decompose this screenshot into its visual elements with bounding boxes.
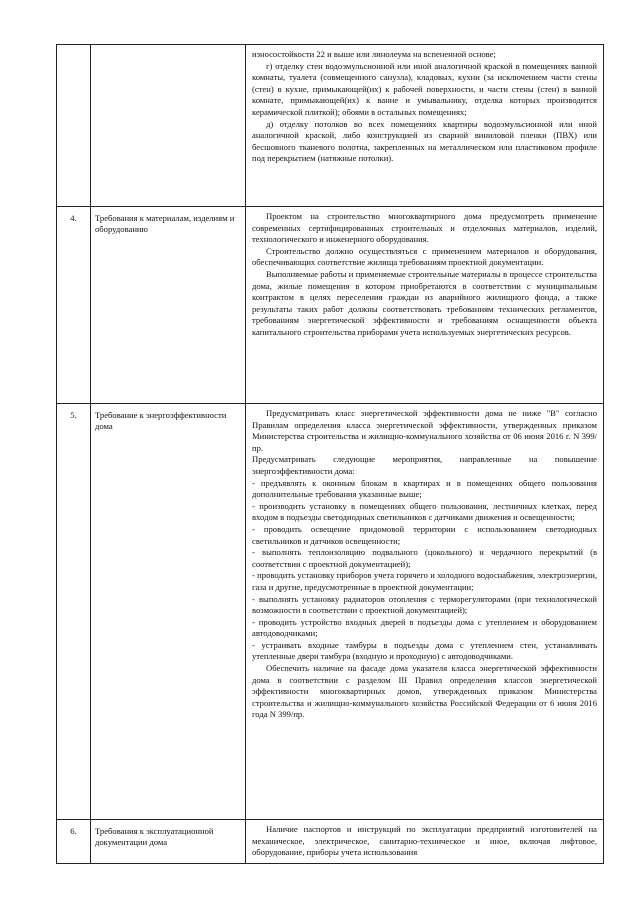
requirement-label: Требования к материалам, изделиям и оборудованию [91,207,246,404]
requirement-text [246,207,604,404]
table-row [57,45,604,207]
table-row [57,207,604,404]
paragraph: Проектом на строительство многоквартирного дома предусмотреть применение современных сертифицированных строительных и отделочных материалов, изделий, технологического и инженерного оборудования. [252,211,597,245]
list-item: - устраивать входные тамбуры в подъезды дома с утеплением стен, устанавливать утепленные двери тамбура (входную и проходную) с автодоводчиками. [252,639,597,662]
table-row [57,820,604,864]
requirements-table [56,44,604,864]
requirement-label: Требование к энергоэффективности дома [91,404,246,820]
requirement-text [246,404,604,820]
requirement-text [246,820,604,864]
row-number: 4. [57,207,91,404]
list-item: - выполнять теплоизоляцию подвального (цокольного) и чердачного перекрытий (в соответствии с проектной документацией); [252,547,597,569]
row-number: 5. [57,404,91,820]
paragraph: г) отделку стен водоэмульсионной или иной аналогичной краской в помещениях ванной комнаты, туалета (совмещенного санузла), кладовых, кухни (за исключением части стены (стен) в кухне, примыкающей(их) к рабочей поверхности, и части стены (стен) в ванной комнате, примыкающей(их) к ванне и умывальнику, отделка которых производится керамической плиткой); обоями в остальных помещениях; [252,60,597,117]
paragraph: Обеспечить наличие на фасаде дома указателя класса энергетической эффективности дома в соответствии с разделом III Правил определения классов энергетической эффективности многоквартирных домов, утвержденных приказом Министерства строительства и жилищно-коммунального хозяйства Российской Федерации от 6 июня 2016 года N 399/пр. [252,663,597,720]
paragraph: Строительство должно осуществляться с применением материалов и оборудования, обеспечивающих соответствие жилища требованиям проектной документации. [252,245,597,268]
paragraph: износостойкости 22 и выше или линолеума на вспененной основе; [252,49,496,59]
requirement-text [246,45,604,207]
paragraph: д) отделку потолков во всех помещениях квартиры водоэмульсионной или иной аналогичной краской, либо конструкцией из сварной виниловой пленки (ПВХ) или бесшовного тканевого полотна, закрепленных на металлическом или пластиковом профиле под перекрытием (натяжные потолки). [252,118,597,164]
list-item: - проводить устройство входных дверей в подъезды дома с утеплением и оборудованием автодоводчиками; [252,616,597,639]
paragraph: Наличие паспортов и инструкций по эксплуатации предприятий изготовителей на механическое, электрическое, санитарно-техническое и иное, включая лифтовое, оборудование, приборы учета использования [252,824,597,858]
paragraph: Предусматривать класс энергетической эффективности дома не ниже "В" согласно Правилам определения класса энергетической эффективности, утвержденных приказом Министерства строительства и жилищно-коммунального хозяйства от 06 июня 2016 г. N 399/пр. [252,408,597,453]
requirement-label: Требования к эксплуатационной документации дома [91,820,246,864]
list-item: - предъявлять к оконным блокам в квартирах и в помещениях общего пользования дополнительные требования указанные выше; [252,477,597,500]
list-item: - проводить установку приборов учета горячего и холодного водоснабжения, электроэнергии, газа и другие, предусмотренные в проектной документации; [252,570,597,592]
paragraph: Выполняемые работы и применяемые строительные материалы в процессе строительства дома, жилые помещения в котором приобретаются в соответствии с муниципальным контрактом в целях переселения граждан из аварийного жилищного фонда, а также результаты таких работ должны соответствовать требованиям технических регламентов, требованиям энергетической эффективности и требованиям оснащенности объекта капитального строительства приборами учета используемых энергетических ресурсов. [252,268,597,337]
paragraph: Предусматривать следующие мероприятия, направленные на повышение энергоэффективности дома: [252,454,597,476]
requirement-label [91,45,246,207]
list-item: - производить установку в помещениях общего пользования, лестничных клетках, перед входом в подъезды светодиодных светильников с датчиками движения и освещенности; [252,500,597,523]
row-number: 6. [57,820,91,864]
table-row [57,404,604,820]
row-number [57,45,91,207]
list-item: - проводить освещение придомовой территории с использованием светодиодных светильников и датчиков освещенности; [252,523,597,546]
list-item: - выполнять установку радиаторов отопления с терморегуляторами (при технологической возможности в соответствии с проектной документацией); [252,593,597,616]
